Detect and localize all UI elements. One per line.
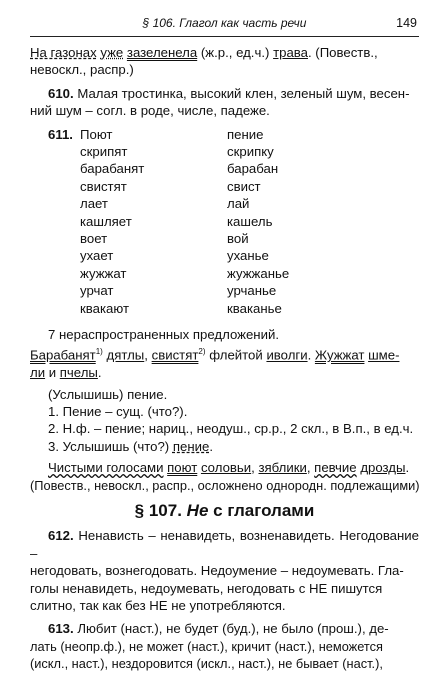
punctuation: , bbox=[144, 347, 148, 363]
exercise-613-line-1 bbox=[30, 620, 419, 637]
footnote-mark: 2) bbox=[198, 347, 206, 357]
verb-column bbox=[80, 126, 227, 317]
section-heading bbox=[30, 502, 419, 519]
intro-word: (ж.р., ед.ч.) bbox=[200, 45, 270, 60]
analysis-line-2: 1. Пение – сущ. (что?). bbox=[48, 403, 188, 419]
section-number: § 107. bbox=[134, 500, 182, 520]
noun-column bbox=[227, 126, 367, 317]
noun-word: жужжанье bbox=[227, 265, 290, 281]
analysis-text: 3. Услышишь (что?) bbox=[48, 438, 170, 454]
subject: пчелы bbox=[59, 365, 98, 381]
running-title: § 106. Глагол как часть речи bbox=[142, 16, 307, 30]
exercise-612-line-2: негодовать, вознегодовать. Недоумение – недоумевать. Гла- bbox=[30, 563, 404, 579]
punctuation: , bbox=[251, 460, 259, 476]
noun-word: кашель bbox=[227, 213, 273, 229]
page-header bbox=[30, 10, 419, 37]
punctuation: . bbox=[405, 460, 410, 476]
intro-word: . (Повеств., bbox=[307, 45, 378, 60]
sentence-line-2 bbox=[30, 364, 419, 381]
verb-word: воет bbox=[80, 230, 108, 246]
exercise-number: 613. bbox=[48, 621, 74, 637]
exercise-text: Любит (наст.), не будет (буд.), не было (прош.), де- bbox=[77, 621, 389, 637]
section-title: с глаголами bbox=[213, 500, 315, 520]
exercise-612-line-1 bbox=[30, 527, 419, 562]
noun-word: кваканье bbox=[227, 300, 282, 316]
subject: дятлы bbox=[106, 347, 145, 363]
punctuation: , bbox=[306, 460, 315, 476]
subject: зяблики bbox=[258, 460, 307, 476]
predicate: Жужжат bbox=[314, 347, 365, 363]
exercise-610-line-1 bbox=[30, 85, 419, 102]
noun-word: вой bbox=[227, 230, 249, 246]
exercise-612-line-4: слитно, так как без НЕ не употребляются. bbox=[30, 598, 286, 613]
noun-word: пение bbox=[227, 126, 264, 142]
exercise-text: Малая тростинка, высокий клен, зеленый шум, весен- bbox=[77, 85, 410, 101]
verb-word: кашляет bbox=[80, 213, 132, 229]
section-particle: Не bbox=[186, 500, 209, 520]
predicate: свистят bbox=[151, 347, 199, 363]
final-sentence-characteristics: (Повеств., невоскл., распр., осложнено однородн. подлежащими) bbox=[30, 477, 420, 493]
object-word: пение bbox=[172, 438, 210, 454]
punctuation: . bbox=[307, 347, 312, 363]
word: и bbox=[48, 365, 57, 381]
predicate: поют bbox=[167, 460, 198, 476]
subject: дрозды bbox=[360, 460, 406, 476]
exercise-text: Ненависть – ненавидеть, возненавидеть. Негодование – bbox=[30, 528, 419, 561]
predicate: Барабанят bbox=[30, 347, 96, 363]
subject: соловьи bbox=[200, 460, 252, 476]
page-body bbox=[30, 44, 419, 673]
noun-word: урчанье bbox=[227, 283, 277, 299]
intro-word: трава bbox=[273, 45, 308, 60]
punctuation: . bbox=[209, 438, 214, 454]
verb-word: Поют bbox=[80, 126, 113, 142]
exercise-611-table bbox=[48, 126, 419, 317]
noun-word: свист bbox=[227, 178, 261, 194]
subject: шме- bbox=[368, 347, 400, 363]
noun-word: лай bbox=[227, 196, 250, 212]
analysis-line-3: 2. Н.ф. – пение; нариц., неодуш., ср.р., 2 скл., в В.п., в ед.ч. bbox=[48, 421, 414, 437]
page-number: 149 bbox=[396, 16, 417, 30]
circumstance: Чистыми голосами bbox=[48, 460, 164, 476]
verb-word: скрипят bbox=[80, 144, 128, 160]
exercise-number: 610. bbox=[48, 85, 74, 101]
noun-word: барабан bbox=[227, 161, 279, 177]
verb-word: свистят bbox=[80, 178, 127, 194]
noun-word: скрипку bbox=[227, 144, 274, 160]
verb-word: лает bbox=[80, 196, 108, 212]
intro-word: уже bbox=[100, 45, 124, 60]
exercise-610-line-2: ний шум – согл. в роде, числе, падеже. bbox=[30, 103, 270, 119]
exercise-613-line-3: (искл., наст.), нездоровится (искл., наст.), не бывает (наст.), bbox=[30, 656, 383, 672]
exercise-number: 611. bbox=[48, 126, 73, 142]
attribute: певчие bbox=[314, 460, 357, 476]
intro-line-2: невоскл., распр.) bbox=[30, 62, 134, 78]
intro-line-1 bbox=[30, 44, 419, 61]
intro-word: На газонах bbox=[30, 45, 97, 60]
verb-word: урчат bbox=[80, 283, 114, 299]
exercise-612-line-3: голы ненавидеть, недоумевать, негодовать с НЕ пишутся bbox=[30, 580, 383, 596]
exercise-613-line-2: лать (неопр.ф.), не может (наст.), кричит (наст.), неможется bbox=[30, 638, 383, 654]
subject: иволги bbox=[266, 347, 308, 363]
verb-word: барабанят bbox=[80, 161, 145, 177]
sentence-line-1 bbox=[30, 343, 419, 364]
intro-word: зазеленела bbox=[126, 45, 198, 60]
noun-word: уханье bbox=[227, 248, 269, 264]
subject: ли bbox=[30, 365, 46, 381]
final-sentence bbox=[30, 459, 419, 476]
analysis-line-1: (Услышишь) пение. bbox=[48, 386, 168, 402]
verb-word: жужжат bbox=[80, 265, 127, 281]
punctuation: . bbox=[97, 365, 102, 381]
verb-word: ухает bbox=[80, 248, 114, 264]
word: флейтой bbox=[209, 347, 263, 363]
sentence-count: 7 нераспространенных предложений. bbox=[48, 326, 279, 342]
exercise-number: 612. bbox=[48, 528, 74, 544]
analysis-line-4 bbox=[30, 438, 419, 455]
verb-word: квакают bbox=[80, 300, 129, 316]
footnote-mark: 1) bbox=[95, 347, 103, 357]
